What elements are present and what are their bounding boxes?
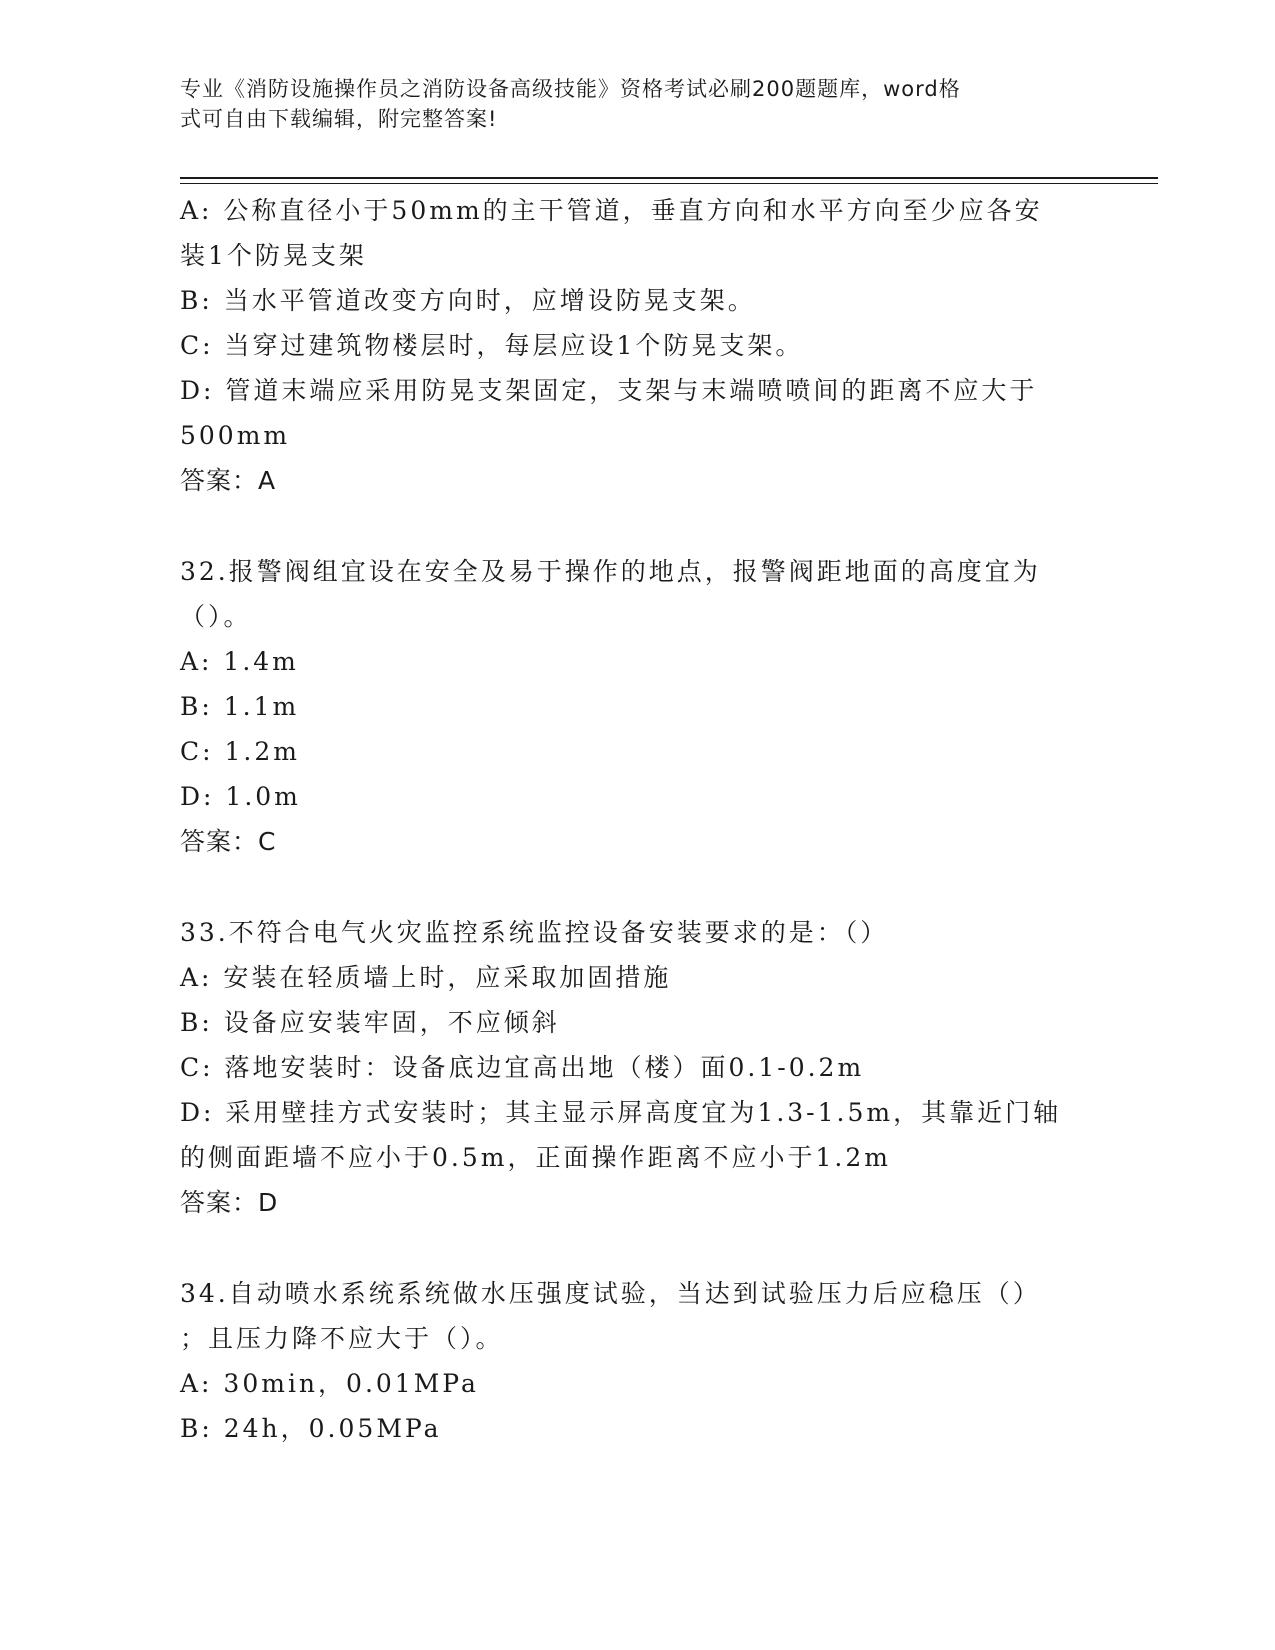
- question-34: [180, 1271, 1080, 1451]
- option-a-line-1: A: 公称直径小于50mm的主干管道，垂直方向和水平方向至少应各安: [180, 196, 1043, 225]
- spacer: [180, 503, 1080, 549]
- header-rule-thin: [180, 183, 1158, 184]
- question-list: [180, 188, 1080, 1451]
- spacer: [180, 864, 1080, 910]
- header-line-2: 式可自由下载编辑，附完整答案!: [180, 107, 498, 131]
- option-b: B: 24h，0.05MPa: [180, 1414, 442, 1443]
- question-31: [180, 188, 1080, 503]
- question-stem-line-1: 34.自动喷水系统系统做水压强度试验，当达到试验压力后应稳压（）: [180, 1279, 1041, 1308]
- question-stem-line-2: ；且压力降不应大于（）。: [180, 1324, 504, 1353]
- answer: 答案：C: [180, 827, 277, 856]
- question-stem: 33.不符合电气火灾监控系统监控设备安装要求的是：（）: [180, 918, 889, 947]
- answer: 答案：A: [180, 466, 277, 495]
- option-a: A: 1.4m: [180, 647, 299, 676]
- option-d-line-2: 的侧面距墙不应小于0.5m，正面操作距离不应小于1.2m: [180, 1143, 891, 1172]
- option-d-line-2: 500mm: [180, 421, 291, 450]
- option-d-line-1: D: 采用壁挂方式安装时；其主显示屏高度宜为1.3-1.5m，其靠近门轴: [180, 1098, 1062, 1127]
- option-a: A: 30min，0.01MPa: [180, 1369, 479, 1398]
- document-header: [180, 74, 1060, 134]
- option-d: D: 1.0m: [180, 782, 301, 811]
- option-c: C: 当穿过建筑物楼层时，每层应设1个防晃支架。: [180, 331, 804, 360]
- question-33: [180, 910, 1080, 1225]
- option-b: B: 当水平管道改变方向时，应增设防晃支架。: [180, 286, 756, 315]
- answer: 答案：D: [180, 1188, 279, 1217]
- option-c: C: 落地安装时：设备底边宜高出地（楼）面0.1-0.2m: [180, 1053, 865, 1082]
- question-32: [180, 549, 1080, 864]
- header-line-1: 专业《消防设施操作员之消防设备高级技能》资格考试必刷200题题库，word格: [180, 77, 961, 101]
- spacer: [180, 1225, 1080, 1271]
- header-rule-thick: [180, 177, 1158, 179]
- question-stem-line-2: （）。: [180, 602, 252, 631]
- question-stem-line-1: 32.报警阀组宜设在安全及易于操作的地点，报警阀距地面的高度宜为: [180, 557, 1041, 586]
- option-b: B: 1.1m: [180, 692, 300, 721]
- option-a: A: 安装在轻质墙上时，应采取加固措施: [180, 963, 672, 992]
- option-a-line-2: 装1个防晃支架: [180, 241, 367, 270]
- option-d-line-1: D: 管道末端应采用防晃支架固定，支架与末端喷喷间的距离不应大于: [180, 376, 1038, 405]
- option-b: B: 设备应安装牢固，不应倾斜: [180, 1008, 560, 1037]
- option-c: C: 1.2m: [180, 737, 300, 766]
